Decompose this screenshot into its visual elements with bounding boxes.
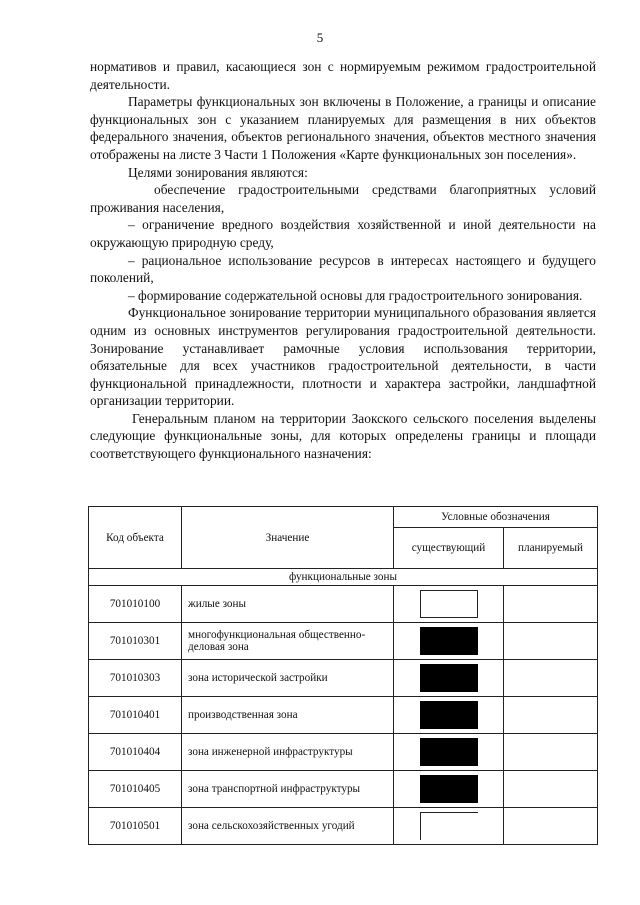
planned-symbol-cell	[504, 771, 598, 808]
paragraph: – ограничение вредного воздействия хозяйственной и иной деятельности на окружающую природную среду,	[90, 217, 596, 250]
object-code: 701010301	[89, 623, 182, 660]
table-row	[89, 623, 598, 660]
object-code: 701010401	[89, 697, 182, 734]
legend-swatch	[420, 627, 478, 655]
legend-swatch	[420, 812, 478, 840]
zones-table	[88, 506, 598, 845]
existing-symbol-cell	[394, 808, 504, 845]
zone-meaning: зона транспортной инфраструктуры	[182, 771, 394, 808]
table-row	[89, 660, 598, 697]
object-code: 701010100	[89, 586, 182, 623]
legend-swatch	[420, 664, 478, 692]
body-text	[90, 58, 596, 463]
legend-swatch	[420, 701, 478, 729]
zone-meaning: зона исторической застройки	[182, 660, 394, 697]
object-code: 701010303	[89, 660, 182, 697]
planned-symbol-cell	[504, 697, 598, 734]
header-planned: планируемый	[504, 528, 598, 569]
planned-symbol-cell	[504, 623, 598, 660]
paragraph: Функциональное зонирование территории муниципального образования является одним из основных инструментов регулирования градостроительной деятельности. Зонирование устанавливает рамочные условия использования территории, обязательные для всех участников градостроительной деятельности, в части функциональной принадлежности, плотности и характера застройки, ландшафтной организации территории.	[90, 305, 596, 409]
table-row	[89, 734, 598, 771]
existing-symbol-cell	[394, 734, 504, 771]
page-number: 5	[316, 30, 324, 45]
paragraph: Параметры функциональных зон включены в Положение, а границы и описание функциональных зон с указанием планируемых для размещения в них объектов федерального значения, объектов регионального значения, объектов местного значения отображены на листе 3 Части 1 Положения «Карте функциональных зон поселения».	[90, 94, 596, 162]
header-code: Код объекта	[89, 507, 182, 569]
paragraph: нормативов и правил, касающиеся зон с нормируемым режимом градостроительной деятельности.	[90, 59, 596, 92]
zone-meaning: зона инженерной инфраструктуры	[182, 734, 394, 771]
table-row	[89, 586, 598, 623]
zone-meaning: многофункциональная общественно-деловая зона	[182, 623, 394, 660]
existing-symbol-cell	[394, 623, 504, 660]
header-meaning: Значение	[182, 507, 394, 569]
paragraph: обеспечение градостроительными средствами благоприятных условий проживания населения,	[90, 182, 596, 215]
existing-symbol-cell	[394, 586, 504, 623]
planned-symbol-cell	[504, 660, 598, 697]
paragraph: – формирование содержательной основы для градостроительного зонирования.	[128, 287, 583, 303]
existing-symbol-cell	[394, 697, 504, 734]
zone-meaning: жилые зоны	[182, 586, 394, 623]
section-title: функциональные зоны	[89, 569, 598, 586]
zone-meaning: производственная зона	[182, 697, 394, 734]
header-existing: существующий	[394, 528, 504, 569]
table-row	[89, 808, 598, 845]
legend-swatch	[420, 775, 478, 803]
paragraph: – рациональное использование ресурсов в интересах настоящего и будущего поколений,	[90, 252, 596, 286]
paragraph: Целями зонирования являются:	[128, 164, 308, 180]
object-code: 701010501	[89, 808, 182, 845]
paragraph: Генеральным планом на территории Заокского сельского поселения выделены следующие функциональные зоны, для которых определены границы и площади соответствующего функционального назначения:	[90, 410, 596, 462]
planned-symbol-cell	[504, 734, 598, 771]
planned-symbol-cell	[504, 586, 598, 623]
object-code: 701010405	[89, 771, 182, 808]
object-code: 701010404	[89, 734, 182, 771]
table-row	[89, 697, 598, 734]
zone-meaning: зона сельскохозяйственных угодий	[182, 808, 394, 845]
legend-swatch	[420, 590, 478, 618]
header-symbols: Условные обозначения	[394, 507, 598, 528]
planned-symbol-cell	[504, 808, 598, 845]
legend-swatch	[420, 738, 478, 766]
existing-symbol-cell	[394, 660, 504, 697]
table-row	[89, 771, 598, 808]
existing-symbol-cell	[394, 771, 504, 808]
